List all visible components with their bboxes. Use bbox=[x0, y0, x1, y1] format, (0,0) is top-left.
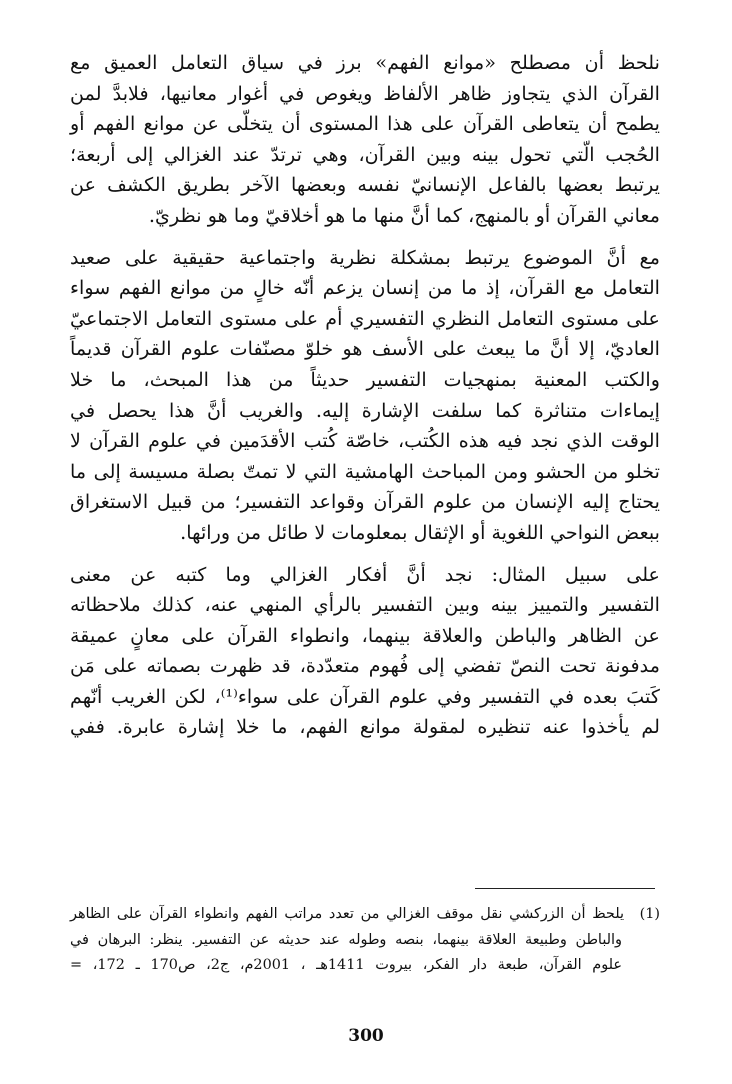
text-line: تخلو من الحشو ومن المباحث الهامشية التي لا تمتّ بصلة مسيسة إلى ما bbox=[70, 459, 660, 483]
footnote bbox=[70, 902, 660, 979]
text-line: التعامل مع القرآن، إذ ما من إنسان يزعم أنّه خالٍ من موانع الفهم سواء bbox=[70, 276, 660, 300]
text-line: التفسير والتمييز بينه وبين التفسير بالرأي المنهي عنه، كذلك ملاحظاته bbox=[70, 593, 660, 617]
paragraph-2 bbox=[70, 243, 660, 549]
text-line: على سبيل المثال: نجد أنَّ أفكار الغزالي وما كتبه عن معنى bbox=[70, 562, 660, 586]
text-line: يحتاج إليه الإنسان من علوم القرآن وقواعد التفسير؛ من قبيل الاستغراق bbox=[70, 490, 660, 514]
text-line: ببعض النواحي اللغوية أو الإثقال بمعلومات لا طائل من ورائها. bbox=[180, 520, 660, 544]
text-line: كَتبَ بعده في التفسير وفي علوم القرآن على سواء⁽¹⁾، لكن الغريب أنّهم bbox=[70, 684, 660, 708]
page-number: 300 bbox=[348, 1026, 384, 1046]
footnote-line: والباطن وطبيعة العلاقة بينهما، بنصه وطوله عند حديثه عن التفسير. ينظر: البرهان في bbox=[70, 931, 622, 948]
text-line: لم يأخذوا عنه تنظيره لمقولة موانع الفهم، ما خلا إشارة عابرة. ففي bbox=[70, 715, 660, 739]
text-line: مع أنَّ الموضوع يرتبط بمشكلة نظرية واجتماعية حقيقية على صعيد bbox=[70, 245, 660, 269]
text-line: القرآن الذي يتجاوز ظاهر الألفاظ ويغوص في أغوار معانيها، فلابدَّ لمن bbox=[70, 81, 660, 105]
text-line: مدفونة تحت النصّ تفضي إلى فُهوم متعدّدة، قد ظهرت بصماته على مَن bbox=[70, 654, 660, 678]
main-text bbox=[70, 48, 660, 754]
text-line: معاني القرآن أو بالمنهج، كما أنَّ منها ما هو أخلاقيّ وما هو نظريّ. bbox=[148, 203, 660, 227]
text-line: يرتبط بعضها بالفاعل الإنسانيّ نفسه وبعضها الآخر بطريق الكشف عن bbox=[70, 173, 660, 197]
paragraph-3 bbox=[70, 560, 660, 744]
text-line: الحُجب الّتي تحول بينه وبين القرآن، وهي ترتدّ عند الغزالي إلى أربعة؛ bbox=[70, 142, 660, 166]
footnote-line: علوم القرآن، طبعة دار الفكر، بيروت 1411هـ ، 2001م، ج2، ص170 ـ 172، = bbox=[70, 957, 622, 973]
text-line: إيماءات متناثرة كما سلفت الإشارة إليه. والغريب أنَّ هذا يحصل في bbox=[70, 398, 660, 422]
text-line: نلحظ أن مصطلح «موانع الفهم» برز في سياق التعامل العميق مع bbox=[70, 51, 660, 74]
text-line: يطمح أن يتعاطى القرآن على هذا المستوى أن يتخلّى عن موانع الفهم أو bbox=[70, 112, 660, 136]
footnote-separator bbox=[475, 888, 655, 889]
text-line: على مستوى التعامل النظري التفسيري أم على مستوى التعامل الاجتماعيّ bbox=[70, 306, 660, 330]
footnote-number: (1) bbox=[639, 906, 660, 922]
footnote-line bbox=[70, 902, 660, 928]
text-line: عن الظاهر والباطن والعلاقة بينهما، وانطواء القرآن على معانٍ عميقة bbox=[70, 623, 660, 647]
text-line: العاديّ، إلا أنَّ ما يبعث على الأسف هو خلوّ مصنّفات علوم القرآن قديماً bbox=[70, 337, 660, 361]
paragraph-1 bbox=[70, 48, 660, 232]
text-line: والكتب المعنية بمنهجيات التفسير حديثاً من هذا المبحث، ما خلا bbox=[70, 367, 660, 391]
footnote-text: يلحظ أن الزركشي نقل موقف الغزالي من تعدد مراتب الفهم وانطواء القرآن على الظاهر bbox=[70, 906, 624, 922]
text-line: الوقت الذي نجد فيه هذه الكُتب، خاصّة كُتب الأقدَمين في علوم القرآن لا bbox=[70, 429, 660, 453]
